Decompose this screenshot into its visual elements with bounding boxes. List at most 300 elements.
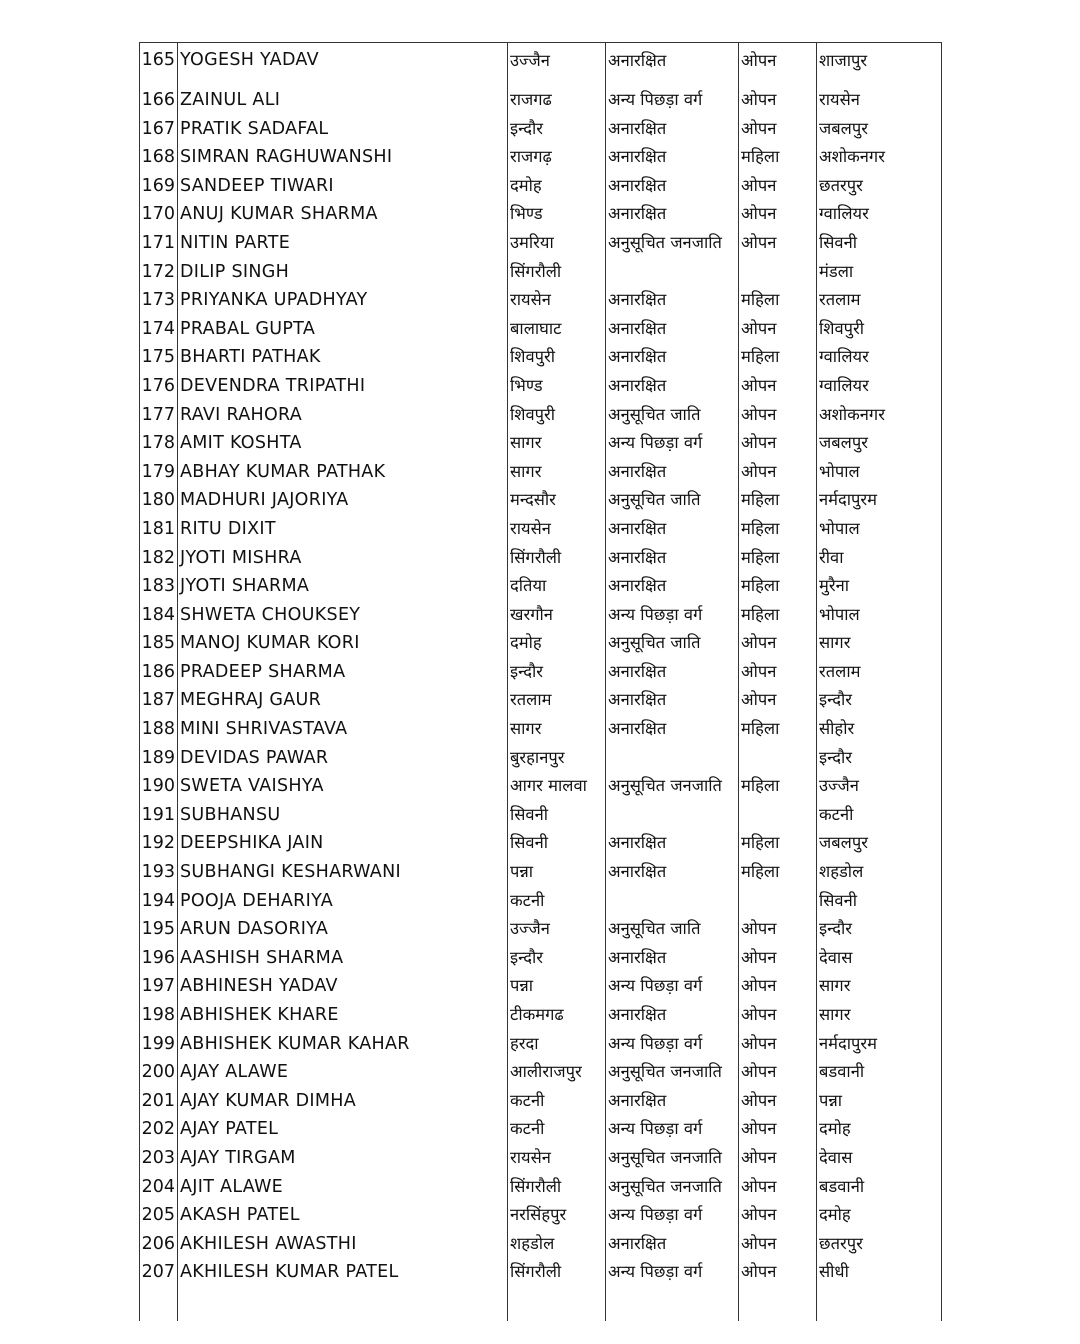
empty-cell (140, 1287, 178, 1321)
posting-district-cell: सीहोर (817, 715, 942, 744)
table-row (140, 1173, 942, 1202)
type-cell: महिला (739, 772, 817, 801)
category-cell: अनुसूचित जाति (606, 401, 739, 430)
posting-district-cell: नर्मदापुरम (817, 1030, 942, 1059)
candidate-name-cell: MINI SHRIVASTAVA (178, 715, 508, 744)
table-row (140, 372, 942, 401)
table-row (140, 343, 942, 372)
home-district-cell: सिंगरौली (508, 258, 606, 287)
serial-number-cell: 192 (140, 829, 178, 858)
category-cell: अनारक्षित (606, 172, 739, 201)
candidate-name-cell: AASHISH SHARMA (178, 944, 508, 973)
type-cell: महिला (739, 572, 817, 601)
home-district-cell: सिवनी (508, 801, 606, 830)
candidate-name-cell: MADHURI JAJORIYA (178, 486, 508, 515)
type-cell: ओपन (739, 658, 817, 687)
type-cell: महिला (739, 486, 817, 515)
type-cell: ओपन (739, 429, 817, 458)
home-district-cell: उज्जैन (508, 43, 606, 87)
serial-number-cell: 169 (140, 172, 178, 201)
category-cell: अनारक्षित (606, 715, 739, 744)
candidate-name-cell: DILIP SINGH (178, 258, 508, 287)
type-cell: ओपन (739, 172, 817, 201)
serial-number-cell: 180 (140, 486, 178, 515)
serial-number-cell: 167 (140, 115, 178, 144)
candidate-name-cell: DEVIDAS PAWAR (178, 744, 508, 773)
table-row (140, 515, 942, 544)
category-cell: अनारक्षित (606, 43, 739, 87)
type-cell: ओपन (739, 200, 817, 229)
category-cell: अन्य पिछड़ा वर्ग (606, 1030, 739, 1059)
posting-district-cell: रीवा (817, 544, 942, 573)
candidate-name-cell: PRATIK SADAFAL (178, 115, 508, 144)
home-district-cell: आलीराजपुर (508, 1058, 606, 1087)
posting-district-cell: दमोह (817, 1115, 942, 1144)
home-district-cell: राजगढ (508, 86, 606, 115)
type-cell: ओपन (739, 1030, 817, 1059)
type-cell: महिला (739, 544, 817, 573)
type-cell: ओपन (739, 1144, 817, 1173)
category-cell: अनारक्षित (606, 143, 739, 172)
posting-district-cell: रतलाम (817, 286, 942, 315)
table-row (140, 229, 942, 258)
table-row (140, 1201, 942, 1230)
category-cell: अनारक्षित (606, 1087, 739, 1116)
table-row (140, 972, 942, 1001)
empty-cell (739, 1287, 817, 1321)
category-cell: अनुसूचित जनजाति (606, 1144, 739, 1173)
type-cell: ओपन (739, 315, 817, 344)
table-row (140, 401, 942, 430)
table-row (140, 200, 942, 229)
type-cell: महिला (739, 515, 817, 544)
posting-district-cell: भोपाल (817, 458, 942, 487)
home-district-cell: रतलाम (508, 686, 606, 715)
posting-district-cell: दमोह (817, 1201, 942, 1230)
candidate-name-cell: AKHILESH AWASTHI (178, 1230, 508, 1259)
posting-district-cell: रतलाम (817, 658, 942, 687)
posting-district-cell: जबलपुर (817, 829, 942, 858)
serial-number-cell: 179 (140, 458, 178, 487)
type-cell: ओपन (739, 229, 817, 258)
candidate-name-cell: ANUJ KUMAR SHARMA (178, 200, 508, 229)
serial-number-cell: 196 (140, 944, 178, 973)
category-cell: अन्य पिछड़ा वर्ग (606, 601, 739, 630)
table-row (140, 1258, 942, 1287)
type-cell: महिला (739, 829, 817, 858)
home-district-cell: हरदा (508, 1030, 606, 1059)
home-district-cell: भिण्ड (508, 200, 606, 229)
home-district-cell: सिवनी (508, 829, 606, 858)
category-cell: अनारक्षित (606, 286, 739, 315)
home-district-cell: इन्दौर (508, 658, 606, 687)
type-cell: ओपन (739, 1173, 817, 1202)
table-row (140, 829, 942, 858)
type-cell: ओपन (739, 43, 817, 87)
category-cell: अनारक्षित (606, 115, 739, 144)
serial-number-cell: 181 (140, 515, 178, 544)
home-district-cell: नरसिंहपुर (508, 1201, 606, 1230)
posting-district-cell: जबलपुर (817, 429, 942, 458)
home-district-cell: रायसेन (508, 515, 606, 544)
posting-district-cell: छतरपुर (817, 1230, 942, 1259)
type-cell: ओपन (739, 1201, 817, 1230)
type-cell (739, 801, 817, 830)
posting-district-cell: बडवानी (817, 1058, 942, 1087)
candidate-name-cell: SWETA VAISHYA (178, 772, 508, 801)
category-cell: अनारक्षित (606, 572, 739, 601)
posting-district-cell: छतरपुर (817, 172, 942, 201)
candidate-name-cell: AJAY TIRGAM (178, 1144, 508, 1173)
category-cell: अनारक्षित (606, 200, 739, 229)
serial-number-cell: 177 (140, 401, 178, 430)
category-cell: अनुसूचित जनजाति (606, 1173, 739, 1202)
table-row (140, 1115, 942, 1144)
serial-number-cell: 172 (140, 258, 178, 287)
posting-district-cell: पन्ना (817, 1087, 942, 1116)
category-cell: अनारक्षित (606, 858, 739, 887)
empty-cell (606, 1287, 739, 1321)
posting-district-cell: बडवानी (817, 1173, 942, 1202)
home-district-cell: पन्ना (508, 858, 606, 887)
posting-district-cell: सिवनी (817, 887, 942, 916)
table-row (140, 715, 942, 744)
table-row (140, 1230, 942, 1259)
type-cell (739, 744, 817, 773)
serial-number-cell: 201 (140, 1087, 178, 1116)
type-cell: ओपन (739, 1230, 817, 1259)
table-row (140, 143, 942, 172)
table-row (140, 1058, 942, 1087)
category-cell: अनारक्षित (606, 1230, 739, 1259)
posting-district-cell: सिवनी (817, 229, 942, 258)
home-district-cell: टीकमगढ (508, 1001, 606, 1030)
serial-number-cell: 190 (140, 772, 178, 801)
table-row (140, 572, 942, 601)
serial-number-cell: 183 (140, 572, 178, 601)
serial-number-cell: 191 (140, 801, 178, 830)
candidate-name-cell: JYOTI MISHRA (178, 544, 508, 573)
home-district-cell: शिवपुरी (508, 343, 606, 372)
candidate-name-cell: SUBHANGI KESHARWANI (178, 858, 508, 887)
posting-district-cell: जबलपुर (817, 115, 942, 144)
posting-district-cell: इन्दौर (817, 915, 942, 944)
table-row (140, 915, 942, 944)
posting-district-cell: सीधी (817, 1258, 942, 1287)
type-cell: ओपन (739, 1258, 817, 1287)
candidate-name-cell: ABHISHEK KUMAR KAHAR (178, 1030, 508, 1059)
home-district-cell: उज्जैन (508, 915, 606, 944)
serial-number-cell: 200 (140, 1058, 178, 1087)
category-cell: अनारक्षित (606, 343, 739, 372)
candidate-name-cell: MEGHRAJ GAUR (178, 686, 508, 715)
category-cell (606, 744, 739, 773)
home-district-cell: दतिया (508, 572, 606, 601)
posting-district-cell: उज्जैन (817, 772, 942, 801)
candidate-list-table (139, 42, 941, 1321)
home-district-cell: दमोह (508, 172, 606, 201)
category-cell: अनारक्षित (606, 658, 739, 687)
table-body (140, 43, 942, 1321)
candidate-name-cell: ABHAY KUMAR PATHAK (178, 458, 508, 487)
candidate-name-cell: ZAINUL ALI (178, 86, 508, 115)
category-cell: अनुसूचित जनजाति (606, 772, 739, 801)
category-cell: अनारक्षित (606, 515, 739, 544)
candidate-name-cell: AMIT KOSHTA (178, 429, 508, 458)
serial-number-cell: 168 (140, 143, 178, 172)
posting-district-cell: मुरैना (817, 572, 942, 601)
category-cell: अनुसूचित जनजाति (606, 229, 739, 258)
serial-number-cell: 182 (140, 544, 178, 573)
type-cell: ओपन (739, 629, 817, 658)
type-cell: महिला (739, 286, 817, 315)
candidate-name-cell: RITU DIXIT (178, 515, 508, 544)
posting-district-cell: इन्दौर (817, 686, 942, 715)
table-row (140, 1001, 942, 1030)
table-row (140, 43, 942, 87)
home-district-cell: बालाघाट (508, 315, 606, 344)
serial-number-cell: 188 (140, 715, 178, 744)
posting-district-cell: देवास (817, 944, 942, 973)
serial-number-cell: 175 (140, 343, 178, 372)
empty-cell (508, 1287, 606, 1321)
table-row (140, 458, 942, 487)
candidate-name-cell: PRIYANKA UPADHYAY (178, 286, 508, 315)
candidate-name-cell: BHARTI PATHAK (178, 343, 508, 372)
candidate-name-cell: ABHISHEK KHARE (178, 1001, 508, 1030)
home-district-cell: सिंगरौली (508, 544, 606, 573)
table-row (140, 172, 942, 201)
type-cell: ओपन (739, 115, 817, 144)
posting-district-cell: सागर (817, 629, 942, 658)
candidate-name-cell: SIMRAN RAGHUWANSHI (178, 143, 508, 172)
home-district-cell: सागर (508, 715, 606, 744)
type-cell: ओपन (739, 86, 817, 115)
home-district-cell: सागर (508, 458, 606, 487)
table-row (140, 801, 942, 830)
home-district-cell: राजगढ़ (508, 143, 606, 172)
posting-district-cell: शिवपुरी (817, 315, 942, 344)
candidate-name-cell: AJAY KUMAR DIMHA (178, 1087, 508, 1116)
candidate-name-cell: SUBHANSU (178, 801, 508, 830)
serial-number-cell: 184 (140, 601, 178, 630)
type-cell: ओपन (739, 686, 817, 715)
category-cell: अन्य पिछड़ा वर्ग (606, 1201, 739, 1230)
home-district-cell: सागर (508, 429, 606, 458)
home-district-cell: कटनी (508, 887, 606, 916)
serial-number-cell: 166 (140, 86, 178, 115)
serial-number-cell: 207 (140, 1258, 178, 1287)
posting-district-cell: शहडोल (817, 858, 942, 887)
candidate-name-cell: SHWETA CHOUKSEY (178, 601, 508, 630)
table-row (140, 629, 942, 658)
home-district-cell: भिण्ड (508, 372, 606, 401)
category-cell: अनुसूचित जाति (606, 915, 739, 944)
posting-district-cell: अशोकनगर (817, 401, 942, 430)
home-district-cell: रायसेन (508, 286, 606, 315)
table-row (140, 115, 942, 144)
posting-district-cell: देवास (817, 1144, 942, 1173)
posting-district-cell: भोपाल (817, 515, 942, 544)
home-district-cell: सिंगरौली (508, 1258, 606, 1287)
home-district-cell: आगर मालवा (508, 772, 606, 801)
serial-number-cell: 197 (140, 972, 178, 1001)
candidate-name-cell: AJAY ALAWE (178, 1058, 508, 1087)
posting-district-cell: अशोकनगर (817, 143, 942, 172)
category-cell: अनारक्षित (606, 1001, 739, 1030)
type-cell: ओपन (739, 1087, 817, 1116)
type-cell: ओपन (739, 401, 817, 430)
category-cell: अनुसूचित जाति (606, 629, 739, 658)
serial-number-cell: 195 (140, 915, 178, 944)
candidate-name-cell: AJIT ALAWE (178, 1173, 508, 1202)
posting-district-cell: इन्दौर (817, 744, 942, 773)
type-cell: ओपन (739, 944, 817, 973)
type-cell: महिला (739, 858, 817, 887)
table-row (140, 258, 942, 287)
serial-number-cell: 194 (140, 887, 178, 916)
candidate-name-cell: ABHINESH YADAV (178, 972, 508, 1001)
home-district-cell: बुरहानपुर (508, 744, 606, 773)
category-cell: अन्य पिछड़ा वर्ग (606, 972, 739, 1001)
candidate-name-cell: AKASH PATEL (178, 1201, 508, 1230)
serial-number-cell: 199 (140, 1030, 178, 1059)
table-row (140, 858, 942, 887)
posting-district-cell: ग्वालियर (817, 372, 942, 401)
empty-cell (817, 1287, 942, 1321)
serial-number-cell: 174 (140, 315, 178, 344)
serial-number-cell: 170 (140, 200, 178, 229)
candidate-name-cell: JYOTI SHARMA (178, 572, 508, 601)
serial-number-cell: 171 (140, 229, 178, 258)
serial-number-cell: 173 (140, 286, 178, 315)
candidate-name-cell: POOJA DEHARIYA (178, 887, 508, 916)
home-district-cell: शिवपुरी (508, 401, 606, 430)
candidate-name-cell: YOGESH YADAV (178, 43, 508, 87)
serial-number-cell: 203 (140, 1144, 178, 1173)
category-cell: अन्य पिछड़ा वर्ग (606, 1258, 739, 1287)
candidate-name-cell: ARUN DASORIYA (178, 915, 508, 944)
type-cell: महिला (739, 601, 817, 630)
category-cell: अनारक्षित (606, 458, 739, 487)
posting-district-cell: शाजापुर (817, 43, 942, 87)
candidate-name-cell: NITIN PARTE (178, 229, 508, 258)
home-district-cell: शहडोल (508, 1230, 606, 1259)
home-district-cell: दमोह (508, 629, 606, 658)
candidate-name-cell: PRADEEP SHARMA (178, 658, 508, 687)
type-cell (739, 887, 817, 916)
home-district-cell: कटनी (508, 1087, 606, 1116)
category-cell: अनुसूचित जनजाति (606, 1058, 739, 1087)
posting-district-cell: नर्मदापुरम (817, 486, 942, 515)
posting-district-cell: सागर (817, 1001, 942, 1030)
home-district-cell: मन्दसौर (508, 486, 606, 515)
category-cell: अनारक्षित (606, 944, 739, 973)
category-cell: अनारक्षित (606, 544, 739, 573)
serial-number-cell: 193 (140, 858, 178, 887)
serial-number-cell: 189 (140, 744, 178, 773)
category-cell (606, 258, 739, 287)
category-cell: अनारक्षित (606, 372, 739, 401)
table-row (140, 772, 942, 801)
serial-number-cell: 165 (140, 43, 178, 87)
type-cell: महिला (739, 715, 817, 744)
table-row (140, 486, 942, 515)
table-row (140, 429, 942, 458)
category-cell: अन्य पिछड़ा वर्ग (606, 1115, 739, 1144)
home-district-cell: इन्दौर (508, 944, 606, 973)
category-cell: अनारक्षित (606, 686, 739, 715)
posting-district-cell: भोपाल (817, 601, 942, 630)
posting-district-cell: ग्वालियर (817, 200, 942, 229)
table-row (140, 744, 942, 773)
candidate-name-cell: SANDEEP TIWARI (178, 172, 508, 201)
serial-number-cell: 176 (140, 372, 178, 401)
table-row (140, 944, 942, 973)
candidate-name-cell: MANOJ KUMAR KORI (178, 629, 508, 658)
candidate-name-cell: DEVENDRA TRIPATHI (178, 372, 508, 401)
posting-district-cell: रायसेन (817, 86, 942, 115)
serial-number-cell: 187 (140, 686, 178, 715)
serial-number-cell: 178 (140, 429, 178, 458)
serial-number-cell: 198 (140, 1001, 178, 1030)
table-row (140, 1030, 942, 1059)
type-cell: महिला (739, 143, 817, 172)
serial-number-cell: 205 (140, 1201, 178, 1230)
candidate-name-cell: AKHILESH KUMAR PATEL (178, 1258, 508, 1287)
serial-number-cell: 202 (140, 1115, 178, 1144)
table-row-empty (140, 1287, 942, 1321)
candidate-name-cell: PRABAL GUPTA (178, 315, 508, 344)
serial-number-cell: 204 (140, 1173, 178, 1202)
category-cell: अनारक्षित (606, 315, 739, 344)
type-cell: ओपन (739, 1115, 817, 1144)
posting-district-cell: ग्वालियर (817, 343, 942, 372)
posting-district-cell: मंडला (817, 258, 942, 287)
home-district-cell: रायसेन (508, 1144, 606, 1173)
home-district-cell: उमरिया (508, 229, 606, 258)
table-row (140, 1087, 942, 1116)
type-cell: ओपन (739, 372, 817, 401)
home-district-cell: पन्ना (508, 972, 606, 1001)
type-cell: ओपन (739, 972, 817, 1001)
table-row (140, 315, 942, 344)
table-row (140, 686, 942, 715)
category-cell (606, 887, 739, 916)
empty-cell (178, 1287, 508, 1321)
posting-district-cell: सागर (817, 972, 942, 1001)
category-cell: अन्य पिछड़ा वर्ग (606, 86, 739, 115)
category-cell: अनारक्षित (606, 829, 739, 858)
type-cell: ओपन (739, 458, 817, 487)
category-cell: अनुसूचित जाति (606, 486, 739, 515)
table-row (140, 1144, 942, 1173)
type-cell: ओपन (739, 915, 817, 944)
home-district-cell: कटनी (508, 1115, 606, 1144)
home-district-cell: इन्दौर (508, 115, 606, 144)
serial-number-cell: 186 (140, 658, 178, 687)
home-district-cell: खरगौन (508, 601, 606, 630)
serial-number-cell: 206 (140, 1230, 178, 1259)
candidate-name-cell: RAVI RAHORA (178, 401, 508, 430)
category-cell: अन्य पिछड़ा वर्ग (606, 429, 739, 458)
candidate-name-cell: AJAY PATEL (178, 1115, 508, 1144)
serial-number-cell: 185 (140, 629, 178, 658)
type-cell (739, 258, 817, 287)
candidate-name-cell: DEEPSHIKA JAIN (178, 829, 508, 858)
table-row (140, 887, 942, 916)
table-row (140, 86, 942, 115)
